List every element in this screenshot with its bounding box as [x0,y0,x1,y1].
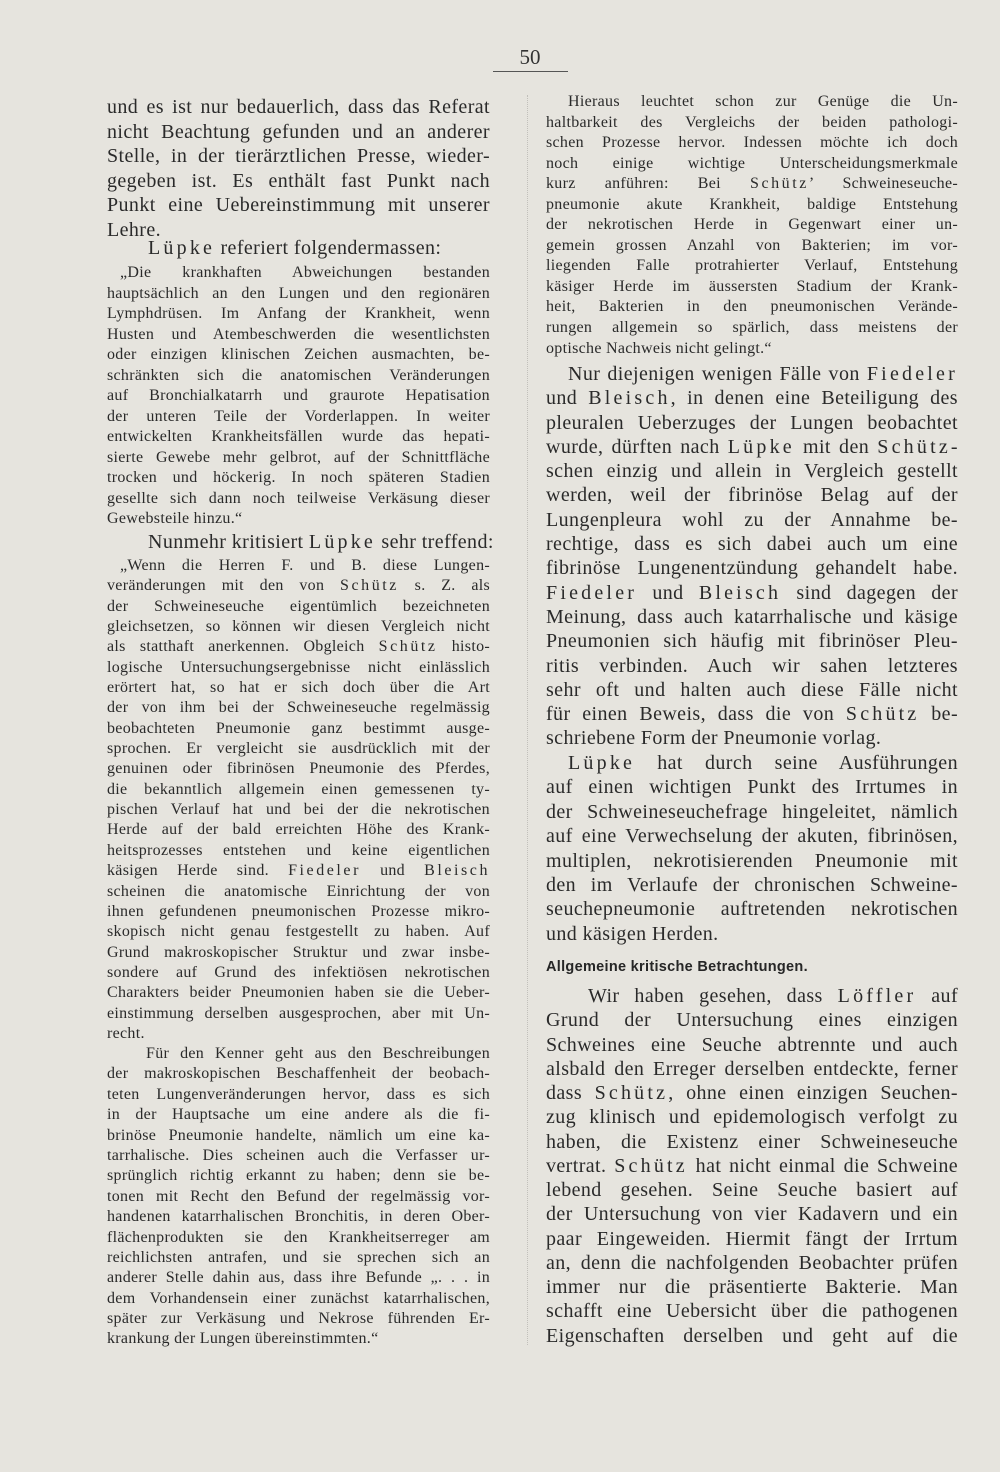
text-line: schränkten sich die anatomischen Veränderungen [107,366,490,384]
text-line: pleuralen Ueberzuges der Lungen beobachtet [546,411,958,434]
text-segment: hat nicht einmal die Schweine [687,1154,958,1177]
text-line: oder einzigen klinischen Zeichen ausmachten, be- [107,346,490,363]
text-line: und käsigen Herden. [546,922,719,945]
text-line: sehr oft und halten auch diese Fälle nicht [546,678,958,701]
text-line: in der Hauptsache um eine andere als die fi- [107,1106,490,1124]
text-line: Hieraus leuchtet schon zur Genüge die Un- [568,93,958,110]
text-line: gesellte sich dann noch teilweise Verkäsung dieser [107,489,490,507]
text-line: später zur Verkäsung und Nekrose führenden Er- [107,1310,490,1328]
text-line: der Schweineseuchefrage hingeleitet, nämlich [546,800,958,823]
text-line [546,435,958,459]
text-line: Herde auf der bald erreichten Höhe des Krank- [107,821,490,839]
spaced-name: Bleisch [698,581,782,604]
text-segment: Wir haben gesehen, dass [588,985,838,1007]
text-line: der unteren Teile der Vorderlappen. In weiter [107,407,490,425]
text-line: flächenprodukten sie den Krankheitserreger am [107,1228,490,1246]
spaced-name: Schütz [614,1154,688,1177]
text-line: sierte Gewebe mehr gelbrot, auf der Schnittfläche [107,448,490,466]
text-line: fibrinöse Lungenentzündung gehandelt habe. [546,557,958,580]
text-line: käsiger Herde im äussersten Stadium der Krank- [546,277,958,295]
right-column [546,0,958,1472]
text-line: optische Nachweis nicht gelingt.“ [546,339,772,357]
text-line: gemein grossen Anzahl von Bakterien; im vor- [546,236,958,254]
text-line: Charakters beider Pneumonien haben sie die Ueber- [107,984,490,1002]
text-line: dem Vorhandensein einer zunächst katarrhalischen, [107,1289,490,1307]
text-segment: käsigen Herde sind. [107,862,289,880]
text-segment: s. Z. als [398,577,490,595]
text-line: haben, die Existenz einer Schweineseuche [546,1130,958,1153]
text-line [546,1081,958,1105]
text-line: „Die krankhaften Abweichungen bestanden [120,264,490,281]
spaced-name: Löffler [837,985,917,1007]
text-segment: Nur diejenigen wenigen Fälle von [568,363,867,385]
text-line: alsbald den Erreger derselben entdeckte, ferner [546,1057,958,1080]
text-segment: histo- [437,638,491,656]
text-segment: - [950,435,958,458]
text-line: beobachteten Pneumonie ganz bestimmt ausge- [107,719,490,737]
heading-text: Allgemeine kritische Betrachtungen. [546,959,808,975]
spaced-name: Schütz [750,175,809,193]
text-segment: , ohne einen einzigen Seuchen- [668,1082,958,1104]
text-segment: mit den [794,435,878,458]
text-segment: veränderungen mit den von [107,577,341,595]
paragraph [546,984,958,1348]
text-line: „Wenn die Herren F. und B. diese Lungen- [120,557,490,574]
text-line: Meinung, dass auch katarrhalische und käsige [546,605,958,628]
text-line: reichlichsten antrafen, und sie sprechen sich an [107,1248,490,1266]
text-line: der Untersuchung von vier Kadavern und ein [546,1203,958,1226]
text-line [107,637,490,657]
text-line [546,702,958,726]
paragraph [546,751,958,946]
text-segment: be- [919,703,958,726]
text-line: an, denn die nachfolgenden Beobachter prüfen [546,1251,958,1274]
text-line: auf Bronchialkatarrh und graurote Hepatisation [107,387,490,404]
paragraph [107,236,490,261]
text-segment: und [546,387,589,410]
text-line: recht. [107,1024,145,1042]
spaced-name: Fiedeler [866,363,958,385]
text-line [107,861,490,881]
text-line: Husten und Atembeschwerden die wesentlichsten [107,325,490,343]
text-line: gleichsetzen, so können wir diesen Vergleich nicht [107,618,490,636]
left-column [107,0,494,1472]
text-line: scheinen die anatomische Einrichtung der von [107,882,490,900]
text-line: Grund der Untersuchung eines einzigen [546,1009,958,1032]
text-line: schafft eine Uebersicht über die pathogenen [546,1300,958,1323]
text-line [546,751,958,775]
text-line: rechtige, dass es sich dabei auch um eine [546,533,958,556]
text-line: schen einzig und allein in Vergleich gestellt [546,460,958,483]
text-line: der nekrotischen Herde in Gegenwart einer un- [546,216,958,234]
spaced-name: Fiedeler [546,581,638,604]
quotation [107,263,490,530]
text-line: der Schweineseuche eigentümlich bezeichneten [107,597,490,615]
text-line: Grund makroskopischer Struktur und zwar insbe- [107,943,490,961]
text-line: die bekanntlich allgemein einen gemessenen ty- [107,780,490,798]
spaced-name: Bleisch [424,862,491,880]
spaced-name: Lüpke [148,237,216,259]
text-line: und es ist nur bedauerlich, dass das Referat [107,96,490,118]
text-line: Gewebsteile hinzu.“ [107,510,243,527]
text-line: liegenden Falle protrahierter Verlauf, Entstehung [546,257,958,275]
text-line: tonen mit Recht den Befund der regelmässig vor- [107,1187,490,1205]
text-line: heit, Bakterien in den pneumonischen Verände- [546,298,958,316]
text-segment: , in denen eine Beteiligung des [670,387,958,410]
text-line [107,236,490,261]
text-line: tarrhalische. Dies scheinen auch die Verfasser ur- [107,1146,490,1164]
text-line: auf eine Verwechselung der akuten, fibrinösen, [546,825,958,848]
text-line [107,576,490,596]
spaced-name: Bleisch [588,387,671,410]
text-line: genuinen oder fibrinösen Pneumonie des Pferdes, [107,760,490,778]
spaced-name: Lüpke [308,531,376,553]
text-segment: und [637,581,699,604]
text-line: erörtert hat, so hat er sich doch über die Art [107,679,490,697]
text-segment: als statthaft anerkennen. Obgleich [107,638,379,656]
text-line: sprünglich richtig erkannt zu haben; denn sie be- [107,1167,490,1185]
section-heading [546,957,958,977]
text-line: paar Eingeweiden. Hiermit fängt der Irrtum [546,1227,958,1250]
text-segment: Nunmehr kritisiert [148,531,309,553]
spaced-name: Schütz [845,703,920,726]
text-line: entwickelten Krankheitsfällen wurde das hepati- [107,428,490,445]
spaced-name: Schütz [877,435,951,458]
text-line: seuchepneumonie auftretenden nekrotischen [546,898,958,921]
spaced-name: Schütz [594,1082,669,1104]
text-segment: vertrat. [546,1154,615,1177]
text-segment: sind dagegen der [781,581,959,604]
spaced-name: Fiedeler [288,862,361,880]
text-line [107,530,494,555]
text-line: einstimmung derselben ausgesprochen, aber mit Un- [107,1004,490,1022]
text-line: den im Verlaufe der chronischen Schweine- [546,873,958,896]
text-line: Pneumonien sich häufig mit fibrinöser Pleu- [546,630,958,653]
spaced-name: Schütz [340,577,399,595]
text-line: Stelle, in der tierärztlichen Presse, wieder- [107,145,490,168]
text-segment: für einen Beweis, dass die von [546,703,846,726]
text-line: der von ihm bei der Schweineseuche regelmässig [107,699,490,717]
text-line: zug klinisch und epidemologisch verfolgt zu [546,1106,958,1129]
spaced-name: Lüpke [727,435,795,458]
text-line: handenen katarrhalischen Bronchitis, in deren Ober- [107,1208,490,1226]
text-line: Lungenpleura wohl zu der Annahme be- [546,508,958,531]
text-line: haltbarkeit des Vergleichs der beiden pathologi- [546,113,958,131]
text-segment: auf [916,985,958,1007]
text-line: der makroskopischen Beschaffenheit der beobach- [107,1065,490,1083]
text-line [546,984,958,1008]
text-line: anderer Stelle dahin aus, dass ihre Befunde „. . . in [107,1269,490,1287]
text-segment: sehr treffend: [376,531,494,553]
paragraph [107,530,494,555]
text-segment: referiert folgendermassen: [215,237,442,259]
text-segment: hat durch seine Ausführungen [635,752,958,774]
column-divider [527,95,528,1345]
text-line: Lehre. [107,218,162,241]
text-line: immer nur die präsentierte Bakterie. Man [546,1276,958,1298]
text-line: Eigenschaften derselben und geht auf die [546,1324,958,1347]
text-line: gegeben ist. Es enthält fast Punkt nach [107,169,490,192]
text-line: Schweines eine Seuche abtrennte und auch [546,1033,958,1056]
text-line [546,386,958,410]
text-line: noch einige wichtige Unterscheidungsmerkmale [546,154,958,172]
text-line: werden, weil der fibrinöse Belag auf der [546,484,958,507]
quotation [107,1044,490,1350]
quotation [107,556,490,1044]
text-line: heitsprozesses entstehen und keine eigentlichen [107,841,490,859]
text-line: pneumonie akute Krankheit, baldige Entstehung [546,195,958,213]
text-line: sprochen. Er vergleicht sie ausdrücklich mit der [107,740,490,758]
text-line: lebend gesehen. Seine Seuche basiert auf [546,1179,958,1201]
text-segment: ’ Schweineseuche- [808,175,959,193]
text-line: Lymphdrüsen. Im Anfang der Krankheit, wenn [107,305,490,322]
text-line: sondere auf Grund des infektiösen nekrotischen [107,963,490,981]
text-line: schen Prozesse hervor. Indessen möchte ich doch [546,134,958,152]
text-line [546,174,958,195]
text-line: pischen Verlauf hat und bei der die nekrotischen [107,801,490,819]
text-line: trocken und höckerig. In noch späteren Stadien [107,469,490,486]
text-line: rungen allgemein so spärlich, dass meistens der [546,319,958,337]
text-segment: und [360,862,425,880]
text-line: hauptsächlich an den Lungen und den regionären [107,284,490,302]
paragraph [546,362,958,751]
paragraph [107,95,490,243]
text-line: ihnen gefundenen pneumonischen Prozesse mikro- [107,902,490,920]
text-line: auf einen wichtigen Punkt des Irrtumes in [546,776,958,799]
text-line: skopisch nicht genau festgestellt zu haben. Auf [107,923,490,941]
quotation [546,92,958,359]
text-line [546,1154,958,1178]
text-line: nicht Beachtung gefunden und an anderer [107,120,490,143]
text-line: teten Lungenveränderungen hervor, dass es sich [107,1085,490,1103]
text-segment: wurde, dürften nach [546,435,728,458]
text-line: schriebene Form der Pneumonie vorlag. [546,727,882,750]
text-line: ritis verbinden. Auch wir sahen letzteres [546,654,958,677]
spaced-name: Schütz [378,638,438,656]
text-line [546,581,958,605]
text-line: Punkt eine Uebereinstimmung mit unserer [107,194,490,217]
text-line: Für den Kenner geht aus den Beschreibungen [146,1045,490,1062]
text-line [546,362,958,386]
text-segment: kurz anführen: Bei [546,175,750,193]
text-line: krankung der Lungen übereinstimmten.“ [107,1330,379,1348]
text-segment: dass [546,1082,595,1104]
page-number: 50 [519,45,541,69]
text-line: brinöse Pneumonie handelte, nämlich um eine ka- [107,1126,490,1144]
text-line: logische Untersuchungsergebnisse nicht einlässlich [107,658,490,676]
text-line: multiplen, nekrotisierenden Pneumonie mit [546,849,958,872]
spaced-name: Lüpke [568,752,636,774]
